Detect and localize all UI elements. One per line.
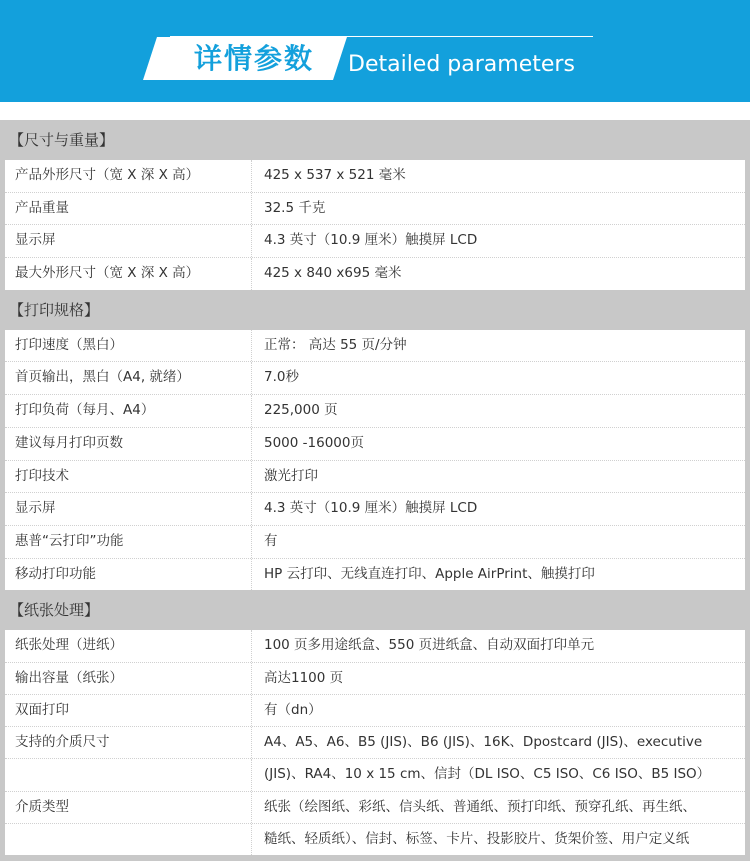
spec-row [5, 395, 745, 428]
spec-value: 激光打印 [264, 467, 318, 484]
spec-value: 正常： 高达 55 页/分钟 [264, 336, 407, 353]
section-title-print-spec: 【打印规格】 [5, 290, 745, 330]
spec-key: 首页输出，黑白（A4, 就绪） [5, 362, 252, 394]
spec-value: 5000 -16000页 [264, 434, 364, 451]
page-header [0, 0, 750, 102]
spec-row [5, 225, 745, 258]
spec-value: 糙纸、轻质纸）、信封、标签、卡片、投影胶片、货架价签、用户定义纸 [264, 831, 690, 848]
english-title: Detailed parameters [348, 52, 575, 77]
spec-value: 425 x 840 x695 毫米 [264, 265, 402, 282]
spec-key: 建议每月打印页数 [5, 428, 252, 460]
spec-row [5, 792, 745, 824]
section-rows-paper-handling [5, 630, 745, 855]
spec-key: 产品重量 [5, 193, 252, 225]
section-rows-print-spec [5, 330, 745, 591]
spec-value: 100 页多用途纸盒、550 页进纸盒、自动双面打印单元 [264, 637, 595, 654]
spec-key: 显示屏 [5, 225, 252, 257]
spec-table [0, 120, 750, 861]
spec-key: 打印负荷（每月、A4） [5, 395, 252, 427]
spec-value: (JIS)、RA4、10 x 15 cm、信封（DL ISO、C5 ISO、C6 ISO、B5 ISO） [264, 766, 711, 783]
spec-row [5, 559, 745, 591]
spec-row [5, 330, 745, 363]
spec-value: 4.3 英寸（10.9 厘米）触摸屏 LCD [264, 500, 478, 517]
spec-row [5, 493, 745, 526]
spec-value: 纸张（绘图纸、彩纸、信头纸、普通纸、预打印纸、预穿孔纸、再生纸、 [264, 798, 696, 815]
spec-row [5, 428, 745, 461]
section-title-paper-handling: 【纸张处理】 [5, 590, 745, 630]
spec-value: A4、A5、A6、B5 (JIS)、B6 (JIS)、16K、Dpostcard (JIS)、executive [264, 734, 703, 751]
spec-key: 产品外形尺寸（宽 X 深 X 高） [5, 160, 252, 192]
section-rows-size-weight [5, 160, 745, 290]
spec-key: 移动打印功能 [5, 559, 252, 591]
spec-value: HP 云打印、无线直连打印、Apple AirPrint、触摸打印 [264, 565, 595, 582]
spec-key: 双面打印 [5, 695, 252, 726]
spec-row [5, 663, 745, 695]
spec-value: 有 [264, 532, 278, 549]
spec-value: 225,000 页 [264, 402, 338, 419]
spec-row [5, 727, 745, 759]
chinese-title: 详情参数 [193, 42, 314, 75]
spec-row [5, 526, 745, 559]
section-title-size-weight: 【尺寸与重量】 [5, 120, 745, 160]
spec-value: 425 x 537 x 521 毫米 [264, 167, 406, 183]
spec-key: 惠普“云打印”功能 [5, 526, 252, 558]
spec-row [5, 630, 745, 662]
spec-key [5, 824, 252, 855]
spec-value: 高达1100 页 [264, 669, 344, 686]
spec-row [5, 258, 745, 290]
spec-value: 7.0秒 [264, 369, 299, 386]
spec-key: 纸张处理（进纸） [5, 630, 252, 661]
spec-key: 输出容量（纸张） [5, 663, 252, 694]
spec-row [5, 695, 745, 727]
spec-value: 32.5 千克 [264, 199, 326, 216]
spec-row [5, 759, 745, 791]
spec-value: 4.3 英寸（10.9 厘米）触摸屏 LCD [264, 232, 478, 249]
spec-key: 打印速度（黑白） [5, 330, 252, 362]
spec-row [5, 362, 745, 395]
spec-key: 打印技术 [5, 461, 252, 493]
spec-value: 有（dn） [264, 701, 322, 718]
header-gap [0, 102, 750, 120]
spec-row [5, 160, 745, 193]
spec-row [5, 193, 745, 226]
spec-key: 介质类型 [5, 792, 252, 823]
spec-key: 显示屏 [5, 493, 252, 525]
spec-key: 支持的介质尺寸 [5, 727, 252, 758]
spec-row [5, 461, 745, 494]
spec-key: 最大外形尺寸（宽 X 深 X 高） [5, 258, 252, 290]
spec-key [5, 759, 252, 790]
spec-row [5, 824, 745, 855]
